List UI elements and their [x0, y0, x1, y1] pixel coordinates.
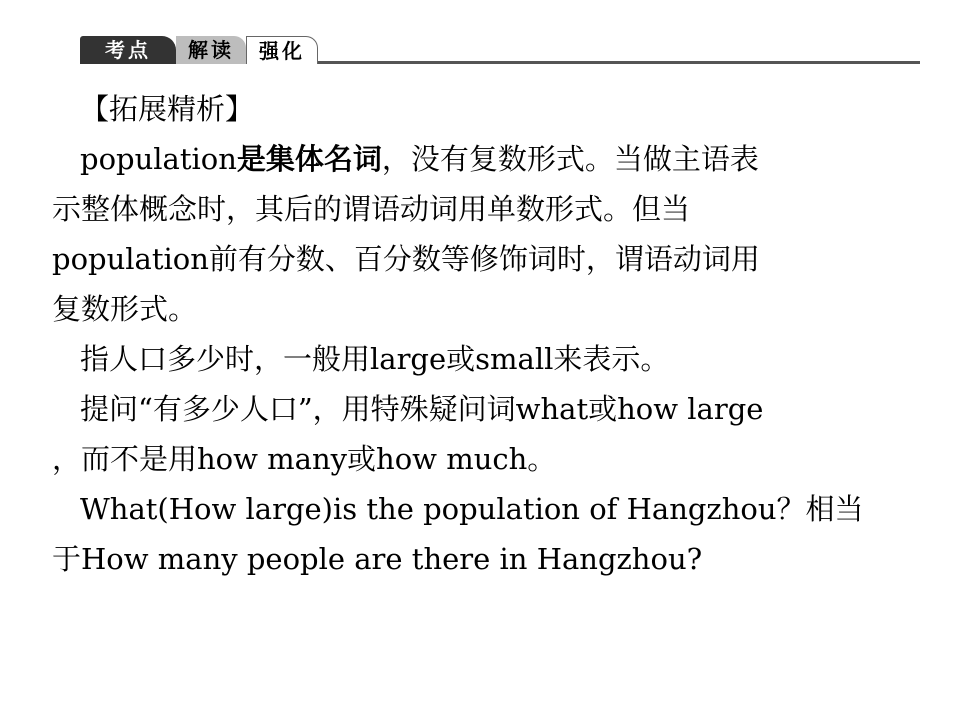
paragraph-1-line-1 [52, 134, 882, 184]
paragraph-4-line-1: What(How large)is the population of Hangzhou？相当 [80, 492, 864, 526]
slide-content [52, 84, 882, 584]
paragraph-3-line-2: ，而不是用how many或how much。 [52, 442, 557, 476]
paragraph-1-line-2: 示整体概念时，其后的谓语动词用单数形式。但当 [52, 192, 691, 226]
paragraph-1-line-1-rest: ，没有复数形式。当做主语表 [381, 142, 759, 176]
paragraph-3-line-1: 提问“有多少人口”，用特殊疑问词what或how large [80, 392, 764, 426]
paragraph-1-line-3: population前有分数、百分数等修饰词时，谓语动词用 [52, 242, 760, 276]
paragraph-4-line-2: 于How many people are there in Hangzhou? [52, 542, 703, 576]
paragraph-2: 指人口多少时，一般用large或small来表示。 [80, 342, 670, 376]
tab-qianghua[interactable]: 强化 [246, 36, 318, 64]
tab-kaodian[interactable]: 考点 [80, 36, 176, 64]
tab-jiedu[interactable]: 解读 [176, 36, 246, 64]
bold-phrase: 是集体名词 [236, 142, 382, 176]
section-heading: 【拓展精析】 [80, 92, 255, 126]
paragraph-1-line-4: 复数形式。 [52, 292, 198, 326]
tab-underline-rule [318, 61, 920, 64]
term-population: population [80, 142, 237, 176]
tab-strip [80, 36, 920, 64]
